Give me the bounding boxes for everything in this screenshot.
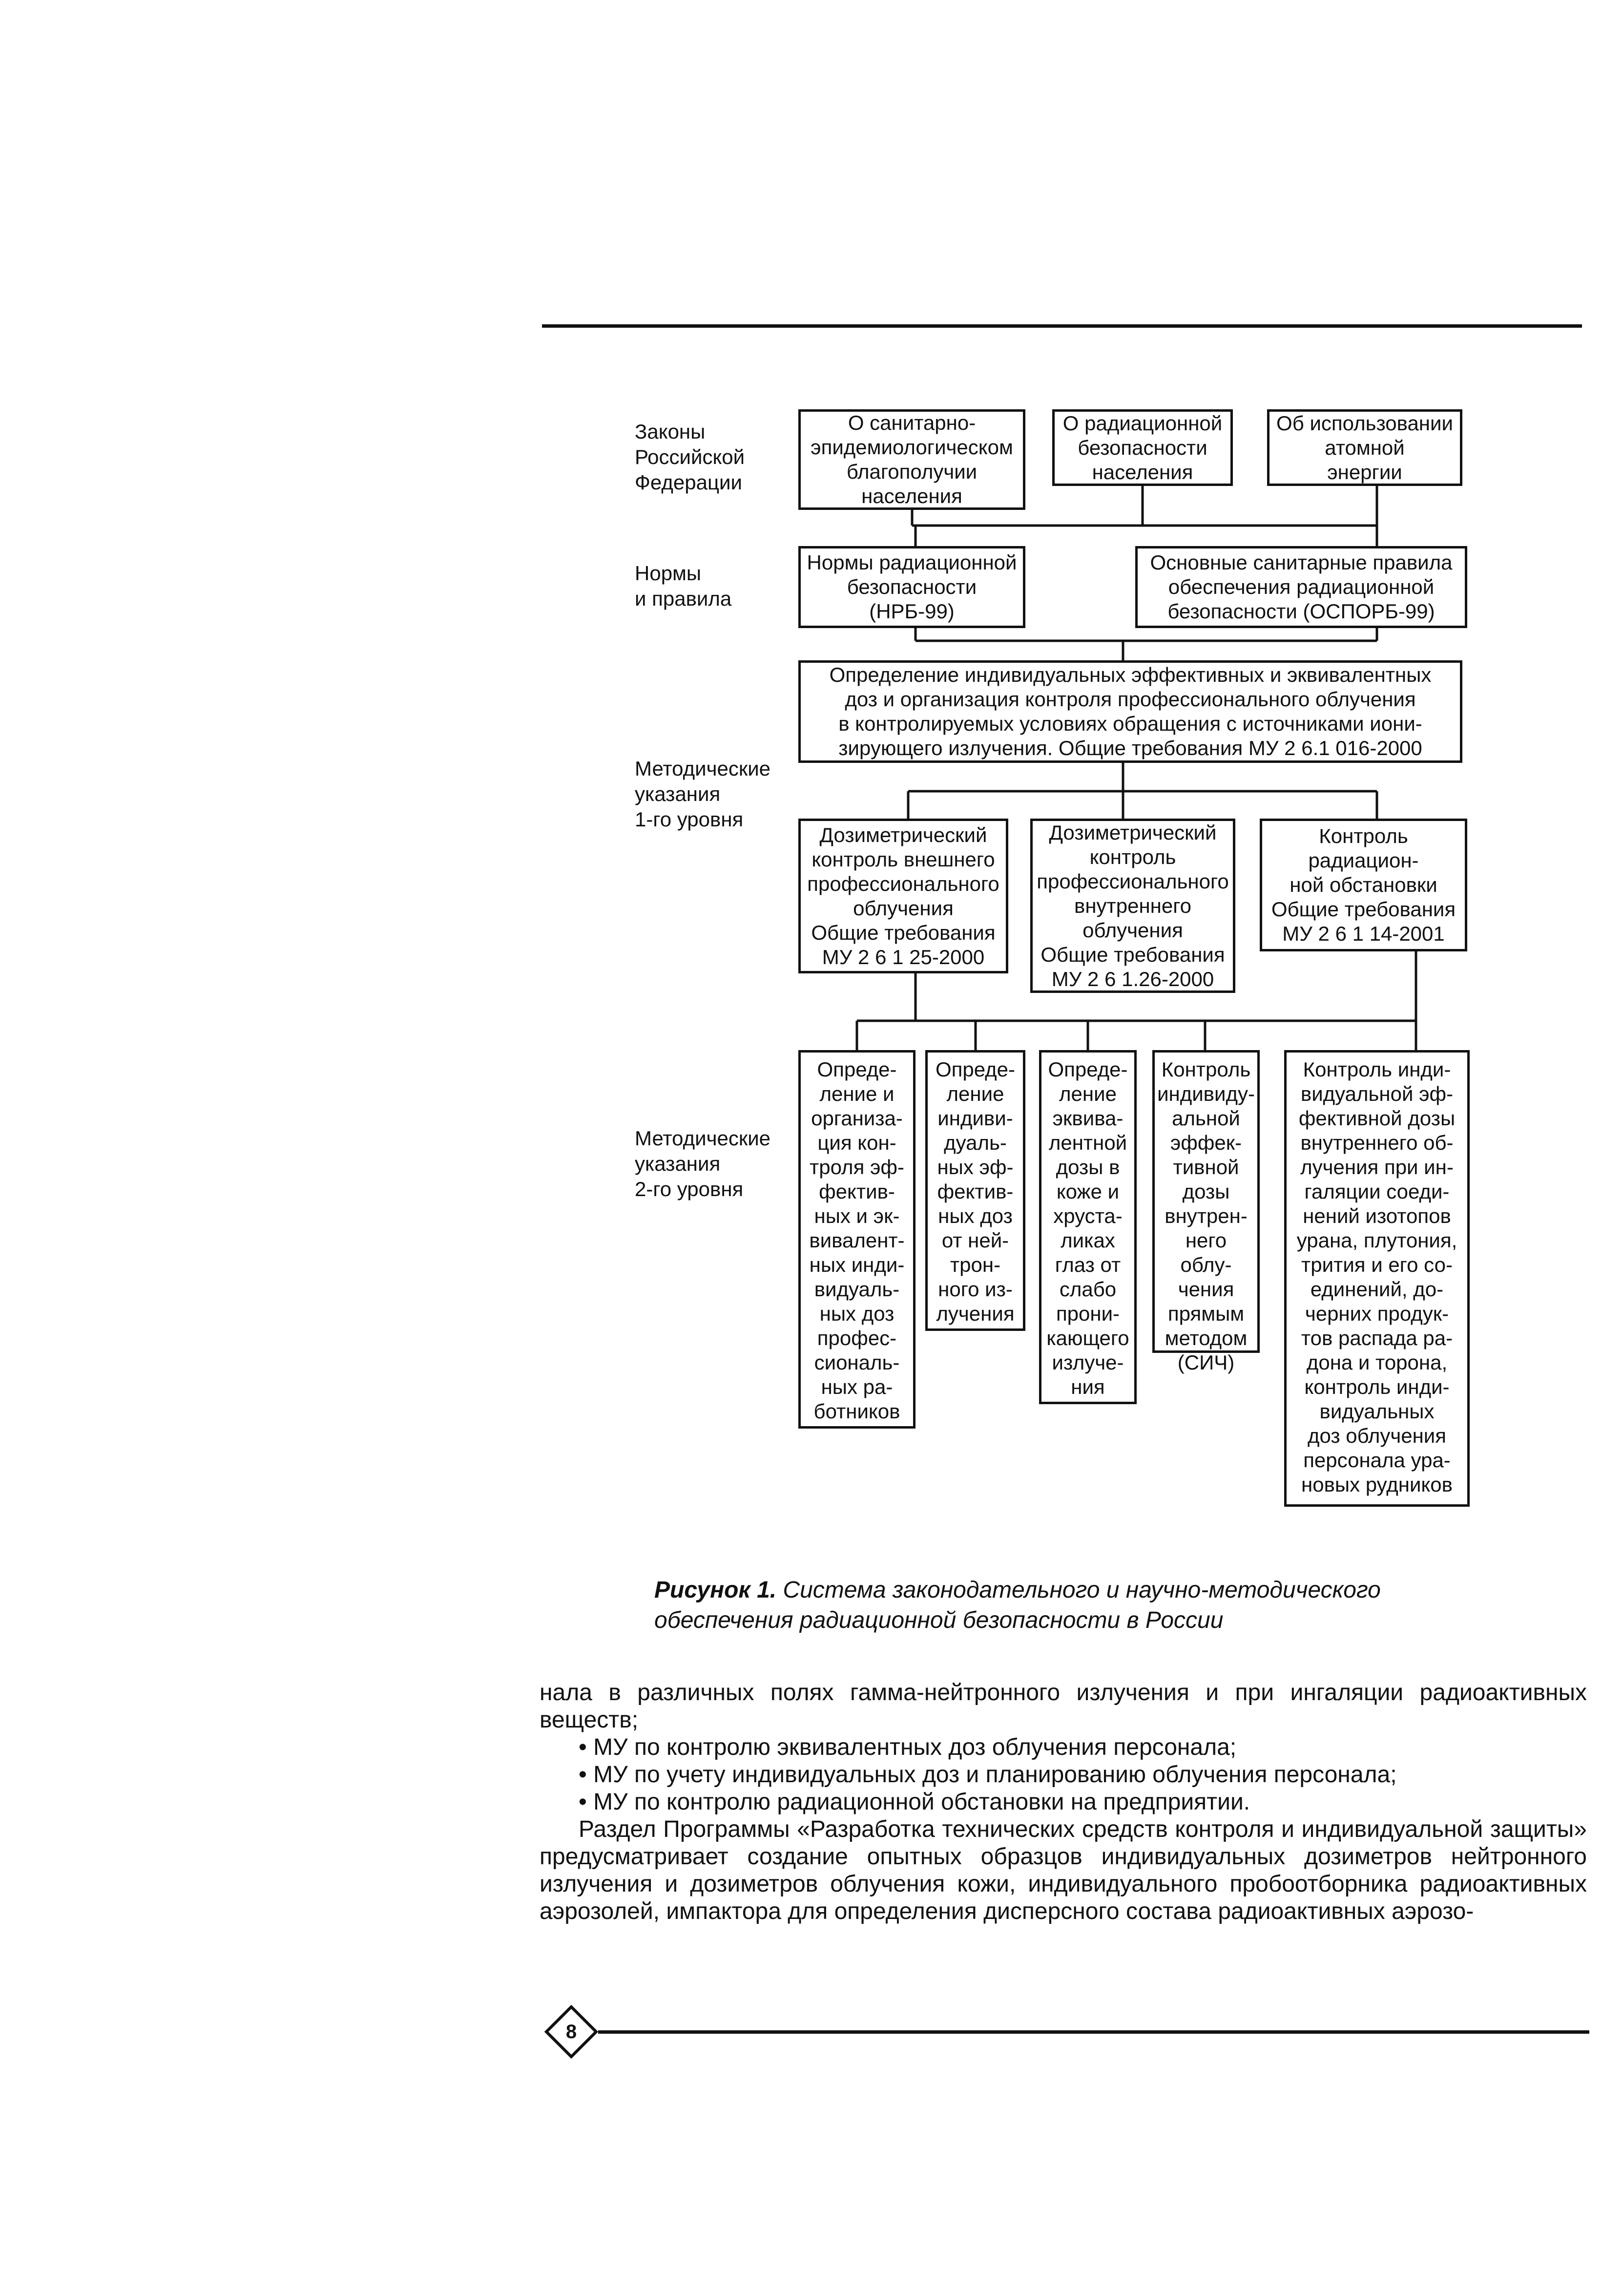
level1-external-box: Дозиметрический контроль внешнего профессионального облучения Общие требования МУ 2 6 1 25-2000 xyxy=(798,819,1008,973)
level2-box-c: Опреде- ление эквива- лентной дозы в коже и хруста- ликах глаз от слабо прони- кающего излуче- ния xyxy=(1039,1050,1137,1404)
level2-box-b: Опреде- ление индиви- дуаль- ных эф- фектив- ных доз от ней- трон- ного из- лучения xyxy=(925,1050,1025,1331)
figure-caption-text: Система законодательного и научно-методического обеспечения радиационной безопасности в России xyxy=(654,1577,1381,1633)
law-sanitary-box: О санитарно- эпидемиологическом благополучии населения xyxy=(798,409,1025,510)
figure-caption xyxy=(654,1575,1484,1636)
paragraph-continuation: нала в различных полях гамма-нейтронного излучения и при ингаляции радиоактивных веществ; xyxy=(540,1680,1587,1733)
level1-internal-box: Дозиметрический контроль профессионального внутреннего облучения Общие требования МУ 2 6 1.26-2000 xyxy=(1030,819,1235,993)
level2-box-a: Опреде- ление и организа- ция кон- троля эф- фектив- ных и эк- вивалент- ных инди- видуаль- ных доз профес- сиональ- ных ра- ботников xyxy=(798,1050,916,1429)
nrb-box: Нормы радиационной безопасности (НРБ-99) xyxy=(798,546,1025,628)
bottom-rule xyxy=(598,2030,1589,2034)
mu-general-box: Определение индивидуальных эффективных и эквивалентных доз и организация контроля профессионального облучения в контролируемых условиях обращения с источниками иони- зирующего излучения. Общие требования МУ 2 6.1 016-2000 xyxy=(798,660,1462,763)
level-label-method-2: Методические указания 2-го уровня xyxy=(635,1127,771,1201)
level-label-laws: Законы Российской Федерации xyxy=(635,420,745,494)
law-radiation-box: О радиационной безопасности населения xyxy=(1052,409,1233,486)
level2-box-d: Контроль индивиду- альной эффек- тивной дозы внутрен- него облу- чения прямым методом (СИЧ) xyxy=(1152,1050,1260,1353)
level-label-norms: Нормы и правила xyxy=(635,562,732,610)
page-number: 8 xyxy=(565,2021,577,2043)
level1-radenv-box: Контроль радиацион- ной обстановки Общие требования МУ 2 6 1 14-2001 xyxy=(1260,819,1467,951)
bullet-item: • МУ по контролю радиационной обстановки на предприятии. xyxy=(579,1789,1250,1815)
paragraph: Раздел Программы «Разработка технических средств контроля и индивидуальной защиты» предусматривает создание опытных образцов индивидуальных дозиметров нейтронного излучения и дозиметров облучения кожи, индивидуального пробоотборника радиоактивных аэрозолей, импактора для определения дисперсного состава радиоактивных аэрозо- xyxy=(540,1816,1587,1924)
level-label-method-1: Методические указания 1-го уровня xyxy=(635,757,771,831)
bullet-item: • МУ по учету индивидуальных доз и планированию облучения персонала; xyxy=(579,1762,1397,1788)
law-atomic-box: Об использовании атомной энергии xyxy=(1267,409,1462,486)
level2-box-e: Контроль инди- видуальной эф- фективной дозы внутреннего об- лучения при ин- галяции соеди- нений изотопов урана, плутония, трития и его со- единений, до- черних продук- тов распада ра- дона и торона, контроль инди- видуальных доз облучения персонала ура- новых рудников xyxy=(1284,1050,1470,1507)
figure-caption-label: Рисунок 1. xyxy=(654,1577,777,1603)
bullet-item: • МУ по контролю эквивалентных доз облучения персонала; xyxy=(579,1734,1237,1760)
osporb-box: Основные санитарные правила обеспечения радиационной безопасности (ОСПОРБ-99) xyxy=(1135,546,1467,628)
body-text xyxy=(540,1679,1587,1925)
